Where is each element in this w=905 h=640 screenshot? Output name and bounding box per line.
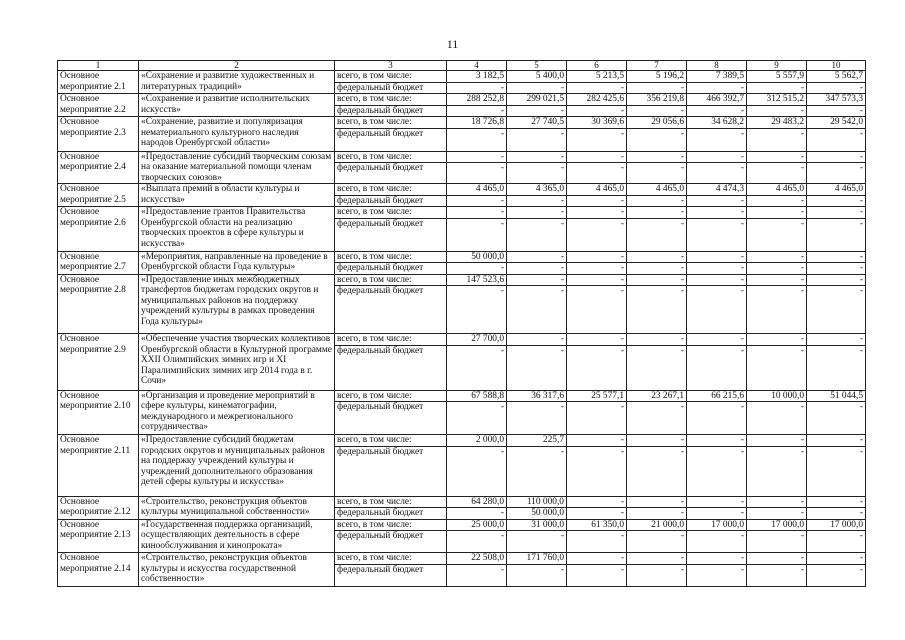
amount-cell: - [807, 207, 866, 219]
amount-cell: - [807, 446, 866, 496]
amount-cell: 4 465,0 [747, 184, 807, 196]
amount-cell: 466 392,7 [687, 94, 747, 106]
amount-cell: - [687, 218, 747, 251]
measure-name: «Организация и проведение мероприятий в сфере культуры, кинематографии, международного и межрегионального сотрудничества» [139, 390, 335, 435]
measure-name: «Сохранение и развитие исполнительских искусств» [139, 94, 335, 117]
amount-cell: - [627, 128, 687, 151]
measure-code: Основное мероприятие 2.7 [58, 251, 139, 274]
table-row [58, 71, 866, 83]
amount-cell: 17 000,0 [687, 519, 747, 531]
amount-cell: - [627, 163, 687, 184]
amount-cell: - [687, 496, 747, 508]
amount-cell: 50 000,0 [507, 508, 567, 520]
funding-source: федеральный бюджет [335, 82, 447, 94]
amount-cell: 21 000,0 [627, 519, 687, 531]
amount-cell: - [807, 345, 866, 390]
amount-cell: - [447, 163, 507, 184]
amount-cell: - [567, 531, 627, 553]
amount-cell: 22 508,0 [447, 553, 507, 565]
measure-name: «Обеспечение участия творческих коллективов Оренбургской области в Культурной программе XXII Олимпийских зимних игр и XI Паралимпийских зимних игр 2014 года в г. Сочи» [139, 334, 335, 391]
amount-cell: 282 425,6 [567, 94, 627, 106]
amount-cell: - [807, 435, 866, 447]
amount-cell: - [747, 251, 807, 263]
amount-cell: - [627, 195, 687, 207]
header-cell: 6 [567, 61, 627, 71]
amount-cell: 225,7 [507, 435, 567, 447]
amount-cell: 29 056,6 [627, 117, 687, 129]
table-row [58, 334, 866, 346]
measure-name: «Государственная поддержка организаций, осуществляющих деятельность в сфере кинообслуживания и кинопроката» [139, 519, 335, 553]
amount-cell: - [567, 334, 627, 346]
funding-source: федеральный бюджет [335, 263, 447, 275]
measure-name: «Сохранение, развитие и популяризация нематериального культурного наследия народов Оренбургской области» [139, 117, 335, 152]
amount-cell: - [627, 286, 687, 334]
amount-cell: - [627, 553, 687, 565]
amount-cell: - [747, 531, 807, 553]
amount-cell: - [627, 402, 687, 435]
funding-source: федеральный бюджет [335, 402, 447, 435]
amount-cell: - [447, 151, 507, 163]
amount-cell: - [507, 207, 567, 219]
funding-source: федеральный бюджет [335, 286, 447, 334]
table-row [58, 553, 866, 565]
amount-cell: - [807, 286, 866, 334]
amount-cell: 356 219,8 [627, 94, 687, 106]
amount-cell: 110 000,0 [507, 496, 567, 508]
funding-source: всего, в том числе: [335, 390, 447, 402]
amount-cell: - [447, 105, 507, 117]
amount-cell: - [687, 128, 747, 151]
amount-cell: - [507, 274, 567, 286]
amount-cell: - [447, 564, 507, 586]
amount-cell: - [447, 82, 507, 94]
funding-source: всего, в том числе: [335, 496, 447, 508]
amount-cell: 4 474,3 [687, 184, 747, 196]
amount-cell: - [567, 128, 627, 151]
header-cell: 1 [58, 61, 139, 71]
amount-cell: - [747, 286, 807, 334]
measure-code: Основное мероприятие 2.12 [58, 496, 139, 519]
amount-cell: - [747, 274, 807, 286]
header-cell: 8 [687, 61, 747, 71]
amount-cell: - [447, 128, 507, 151]
amount-cell: 17 000,0 [747, 519, 807, 531]
amount-cell: 299 021,5 [507, 94, 567, 106]
amount-cell: - [807, 274, 866, 286]
measure-code: Основное мероприятие 2.3 [58, 117, 139, 152]
amount-cell: - [507, 82, 567, 94]
table-row [58, 94, 866, 106]
funding-source: всего, в том числе: [335, 117, 447, 129]
amount-cell: - [627, 345, 687, 390]
amount-cell: - [687, 82, 747, 94]
amount-cell: 25 577,1 [567, 390, 627, 402]
amount-cell: 4 365,0 [507, 184, 567, 196]
amount-cell: - [807, 251, 866, 263]
amount-cell: - [627, 446, 687, 496]
table-row [58, 207, 866, 219]
amount-cell: - [507, 251, 567, 263]
table-row [58, 274, 866, 286]
amount-cell: - [807, 263, 866, 275]
amount-cell: - [447, 402, 507, 435]
measure-code: Основное мероприятие 2.5 [58, 184, 139, 207]
funding-source: федеральный бюджет [335, 195, 447, 207]
measure-name: «Предоставление иных межбюджетных трансфертов бюджетам городских округов и муниципальных районов на поддержку учреждений культуры в рамках проведения Года культуры» [139, 274, 335, 334]
amount-cell: - [567, 163, 627, 184]
amount-cell: - [447, 263, 507, 275]
amount-cell: 27 700,0 [447, 334, 507, 346]
amount-cell: - [507, 151, 567, 163]
amount-cell: - [567, 251, 627, 263]
header-cell: 5 [507, 61, 567, 71]
funding-source: федеральный бюджет [335, 128, 447, 151]
funding-source: всего, в том числе: [335, 274, 447, 286]
table-row [58, 117, 866, 129]
amount-cell: 50 000,0 [447, 251, 507, 263]
amount-cell: - [567, 564, 627, 586]
funding-source: всего, в том числе: [335, 435, 447, 447]
amount-cell: 51 044,5 [807, 390, 866, 402]
amount-cell: 17 000,0 [807, 519, 866, 531]
amount-cell: 4 465,0 [567, 184, 627, 196]
funding-source: всего, в том числе: [335, 251, 447, 263]
measure-name: «Выплата премий в области культуры и искусства» [139, 184, 335, 207]
amount-cell: - [447, 446, 507, 496]
amount-cell: - [747, 128, 807, 151]
amount-cell: - [567, 195, 627, 207]
table-row [58, 496, 866, 508]
amount-cell: - [747, 82, 807, 94]
amount-cell: 30 369,6 [567, 117, 627, 129]
amount-cell: 5 557,9 [747, 71, 807, 83]
amount-cell: - [747, 508, 807, 520]
amount-cell: 18 726,8 [447, 117, 507, 129]
amount-cell: 171 760,0 [507, 553, 567, 565]
table-row [58, 151, 866, 163]
funding-source: федеральный бюджет [335, 446, 447, 496]
funding-source: всего, в том числе: [335, 334, 447, 346]
amount-cell: - [447, 345, 507, 390]
amount-cell: 66 215,6 [687, 390, 747, 402]
measure-name: «Мероприятия, направленные на проведение в Оренбургской области Года культуры» [139, 251, 335, 274]
amount-cell: - [627, 151, 687, 163]
amount-cell: - [627, 531, 687, 553]
amount-cell: - [807, 496, 866, 508]
amount-cell: - [687, 105, 747, 117]
amount-cell: - [687, 274, 747, 286]
table-row [58, 251, 866, 263]
amount-cell: - [807, 163, 866, 184]
amount-cell: 347 573,3 [807, 94, 866, 106]
amount-cell: 288 252,8 [447, 94, 507, 106]
amount-cell: - [687, 163, 747, 184]
amount-cell: - [567, 553, 627, 565]
amount-cell: - [807, 402, 866, 435]
measure-name: «Предоставление субсидий творческим союзам на оказание материальной помощи членам творческих союзов» [139, 151, 335, 184]
amount-cell: - [807, 508, 866, 520]
amount-cell: - [567, 263, 627, 275]
amount-cell: - [447, 286, 507, 334]
amount-cell: 10 000,0 [747, 390, 807, 402]
measure-code: Основное мероприятие 2.13 [58, 519, 139, 553]
header-cell: 4 [447, 61, 507, 71]
funding-source: всего, в том числе: [335, 519, 447, 531]
header-cell: 10 [807, 61, 866, 71]
measure-name: «Строительство, реконструкция объектов культуры муниципальной собственности» [139, 496, 335, 519]
measure-code: Основное мероприятие 2.14 [58, 553, 139, 587]
header-cell: 9 [747, 61, 807, 71]
header-cell: 3 [335, 61, 447, 71]
measure-code: Основное мероприятие 2.2 [58, 94, 139, 117]
amount-cell: - [567, 345, 627, 390]
amount-cell: - [747, 334, 807, 346]
amount-cell: - [687, 531, 747, 553]
amount-cell: - [807, 531, 866, 553]
amount-cell: - [627, 218, 687, 251]
funding-source: всего, в том числе: [335, 207, 447, 219]
amount-cell: - [567, 151, 627, 163]
amount-cell: - [507, 564, 567, 586]
amount-cell: - [747, 263, 807, 275]
funding-source: федеральный бюджет [335, 531, 447, 553]
table-row [58, 435, 866, 447]
measure-code: Основное мероприятие 2.10 [58, 390, 139, 435]
funding-source: федеральный бюджет [335, 345, 447, 390]
amount-cell: - [807, 151, 866, 163]
amount-cell: - [567, 207, 627, 219]
amount-cell: - [507, 446, 567, 496]
funding-source: федеральный бюджет [335, 163, 447, 184]
amount-cell: - [687, 553, 747, 565]
amount-cell: 25 000,0 [447, 519, 507, 531]
amount-cell: - [507, 263, 567, 275]
amount-cell: 7 389,5 [687, 71, 747, 83]
amount-cell: - [747, 496, 807, 508]
amount-cell: - [687, 345, 747, 390]
amount-cell: - [507, 163, 567, 184]
amount-cell: - [627, 207, 687, 219]
amount-cell: - [807, 553, 866, 565]
amount-cell: 5 400,0 [507, 71, 567, 83]
amount-cell: - [747, 207, 807, 219]
funding-source: федеральный бюджет [335, 218, 447, 251]
amount-cell: 27 740,5 [507, 117, 567, 129]
amount-cell: 312 515,2 [747, 94, 807, 106]
amount-cell: 34 628,2 [687, 117, 747, 129]
amount-cell: - [567, 274, 627, 286]
amount-cell: - [747, 345, 807, 390]
amount-cell: - [567, 218, 627, 251]
amount-cell: 3 182,5 [447, 71, 507, 83]
amount-cell: 4 465,0 [627, 184, 687, 196]
amount-cell: - [747, 446, 807, 496]
amount-cell: - [447, 195, 507, 207]
amount-cell: - [807, 105, 866, 117]
amount-cell: - [507, 402, 567, 435]
amount-cell: - [507, 531, 567, 553]
amount-cell: - [627, 105, 687, 117]
amount-cell: - [807, 564, 866, 586]
funding-source: всего, в том числе: [335, 71, 447, 83]
amount-cell: - [747, 553, 807, 565]
amount-cell: - [687, 151, 747, 163]
amount-cell: - [507, 105, 567, 117]
amount-cell: 31 000,0 [507, 519, 567, 531]
measure-name: «Предоставление субсидий бюджетам городских округов и муниципальных районов на поддержку учреждений культуры и учреждений дополнительного образования детей сферы культуры и искусства» [139, 435, 335, 497]
amount-cell: - [447, 531, 507, 553]
amount-cell: - [807, 82, 866, 94]
page-number: 11 [446, 37, 459, 51]
amount-cell: 29 483,2 [747, 117, 807, 129]
amount-cell: - [567, 286, 627, 334]
amount-cell: 29 542,0 [807, 117, 866, 129]
measure-code: Основное мероприятие 2.9 [58, 334, 139, 391]
amount-cell: 36 317,6 [507, 390, 567, 402]
amount-cell: - [687, 508, 747, 520]
amount-cell: - [807, 128, 866, 151]
amount-cell: - [627, 334, 687, 346]
measure-code: Основное мероприятие 2.4 [58, 151, 139, 184]
measure-code: Основное мероприятие 2.1 [58, 71, 139, 94]
amount-cell: 61 350,0 [567, 519, 627, 531]
amount-cell: - [687, 263, 747, 275]
table-row [58, 390, 866, 402]
amount-cell: - [567, 435, 627, 447]
header-cell: 2 [139, 61, 335, 71]
amount-cell: - [627, 496, 687, 508]
amount-cell: - [687, 334, 747, 346]
amount-cell: - [747, 218, 807, 251]
amount-cell: 4 465,0 [447, 184, 507, 196]
amount-cell: 23 267,1 [627, 390, 687, 402]
amount-cell: - [687, 207, 747, 219]
amount-cell: - [567, 82, 627, 94]
funding-source: федеральный бюджет [335, 564, 447, 586]
amount-cell: - [627, 274, 687, 286]
measure-name: «Предоставление грантов Правительства Оренбургской области на реализацию творческих проектов в сфере культуры и искусства» [139, 207, 335, 252]
amount-cell: 5 196,2 [627, 71, 687, 83]
funding-source: всего, в том числе: [335, 151, 447, 163]
amount-cell: - [627, 435, 687, 447]
measure-name: «Строительство, реконструкция объектов культуры и искусства государственной собственности» [139, 553, 335, 587]
amount-cell: - [687, 564, 747, 586]
amount-cell: 5 562,7 [807, 71, 866, 83]
amount-cell: - [447, 207, 507, 219]
amount-cell: 5 213,5 [567, 71, 627, 83]
amount-cell: 147 523,6 [447, 274, 507, 286]
amount-cell: - [627, 564, 687, 586]
amount-cell: - [747, 435, 807, 447]
amount-cell: - [747, 105, 807, 117]
amount-cell: - [567, 508, 627, 520]
measure-code: Основное мероприятие 2.8 [58, 274, 139, 334]
funding-source: всего, в том числе: [335, 553, 447, 565]
amount-cell: 4 465,0 [807, 184, 866, 196]
amount-cell: - [567, 105, 627, 117]
amount-cell: - [507, 218, 567, 251]
measure-name: «Сохранение и развитие художественных и литературных традиций» [139, 71, 335, 94]
amount-cell: - [687, 251, 747, 263]
measure-code: Основное мероприятие 2.6 [58, 207, 139, 252]
funding-source: федеральный бюджет [335, 105, 447, 117]
header-cell: 7 [627, 61, 687, 71]
amount-cell: - [627, 508, 687, 520]
amount-cell: - [747, 195, 807, 207]
header-row [58, 61, 866, 71]
amount-cell: - [687, 435, 747, 447]
amount-cell: 2 000,0 [447, 435, 507, 447]
amount-cell: - [447, 218, 507, 251]
amount-cell: - [807, 334, 866, 346]
amount-cell: - [567, 496, 627, 508]
amount-cell: - [807, 195, 866, 207]
amount-cell: - [627, 263, 687, 275]
amount-cell: - [507, 345, 567, 390]
amount-cell: - [687, 195, 747, 207]
amount-cell: - [747, 151, 807, 163]
amount-cell: - [747, 564, 807, 586]
funding-source: всего, в том числе: [335, 94, 447, 106]
amount-cell: 64 280,0 [447, 496, 507, 508]
table-row [58, 519, 866, 531]
amount-cell: - [627, 251, 687, 263]
funding-source: всего, в том числе: [335, 184, 447, 196]
amount-cell: - [627, 82, 687, 94]
amount-cell: - [507, 195, 567, 207]
amount-cell: - [687, 402, 747, 435]
amount-cell: - [807, 218, 866, 251]
amount-cell: 67 588,8 [447, 390, 507, 402]
budget-table [57, 60, 866, 587]
amount-cell: - [507, 128, 567, 151]
amount-cell: - [447, 508, 507, 520]
amount-cell: - [747, 163, 807, 184]
amount-cell: - [687, 286, 747, 334]
funding-source: федеральный бюджет [335, 508, 447, 520]
amount-cell: - [567, 402, 627, 435]
amount-cell: - [567, 446, 627, 496]
amount-cell: - [507, 334, 567, 346]
amount-cell: - [687, 446, 747, 496]
measure-code: Основное мероприятие 2.11 [58, 435, 139, 497]
table-row [58, 184, 866, 196]
amount-cell: - [507, 286, 567, 334]
amount-cell: - [747, 402, 807, 435]
